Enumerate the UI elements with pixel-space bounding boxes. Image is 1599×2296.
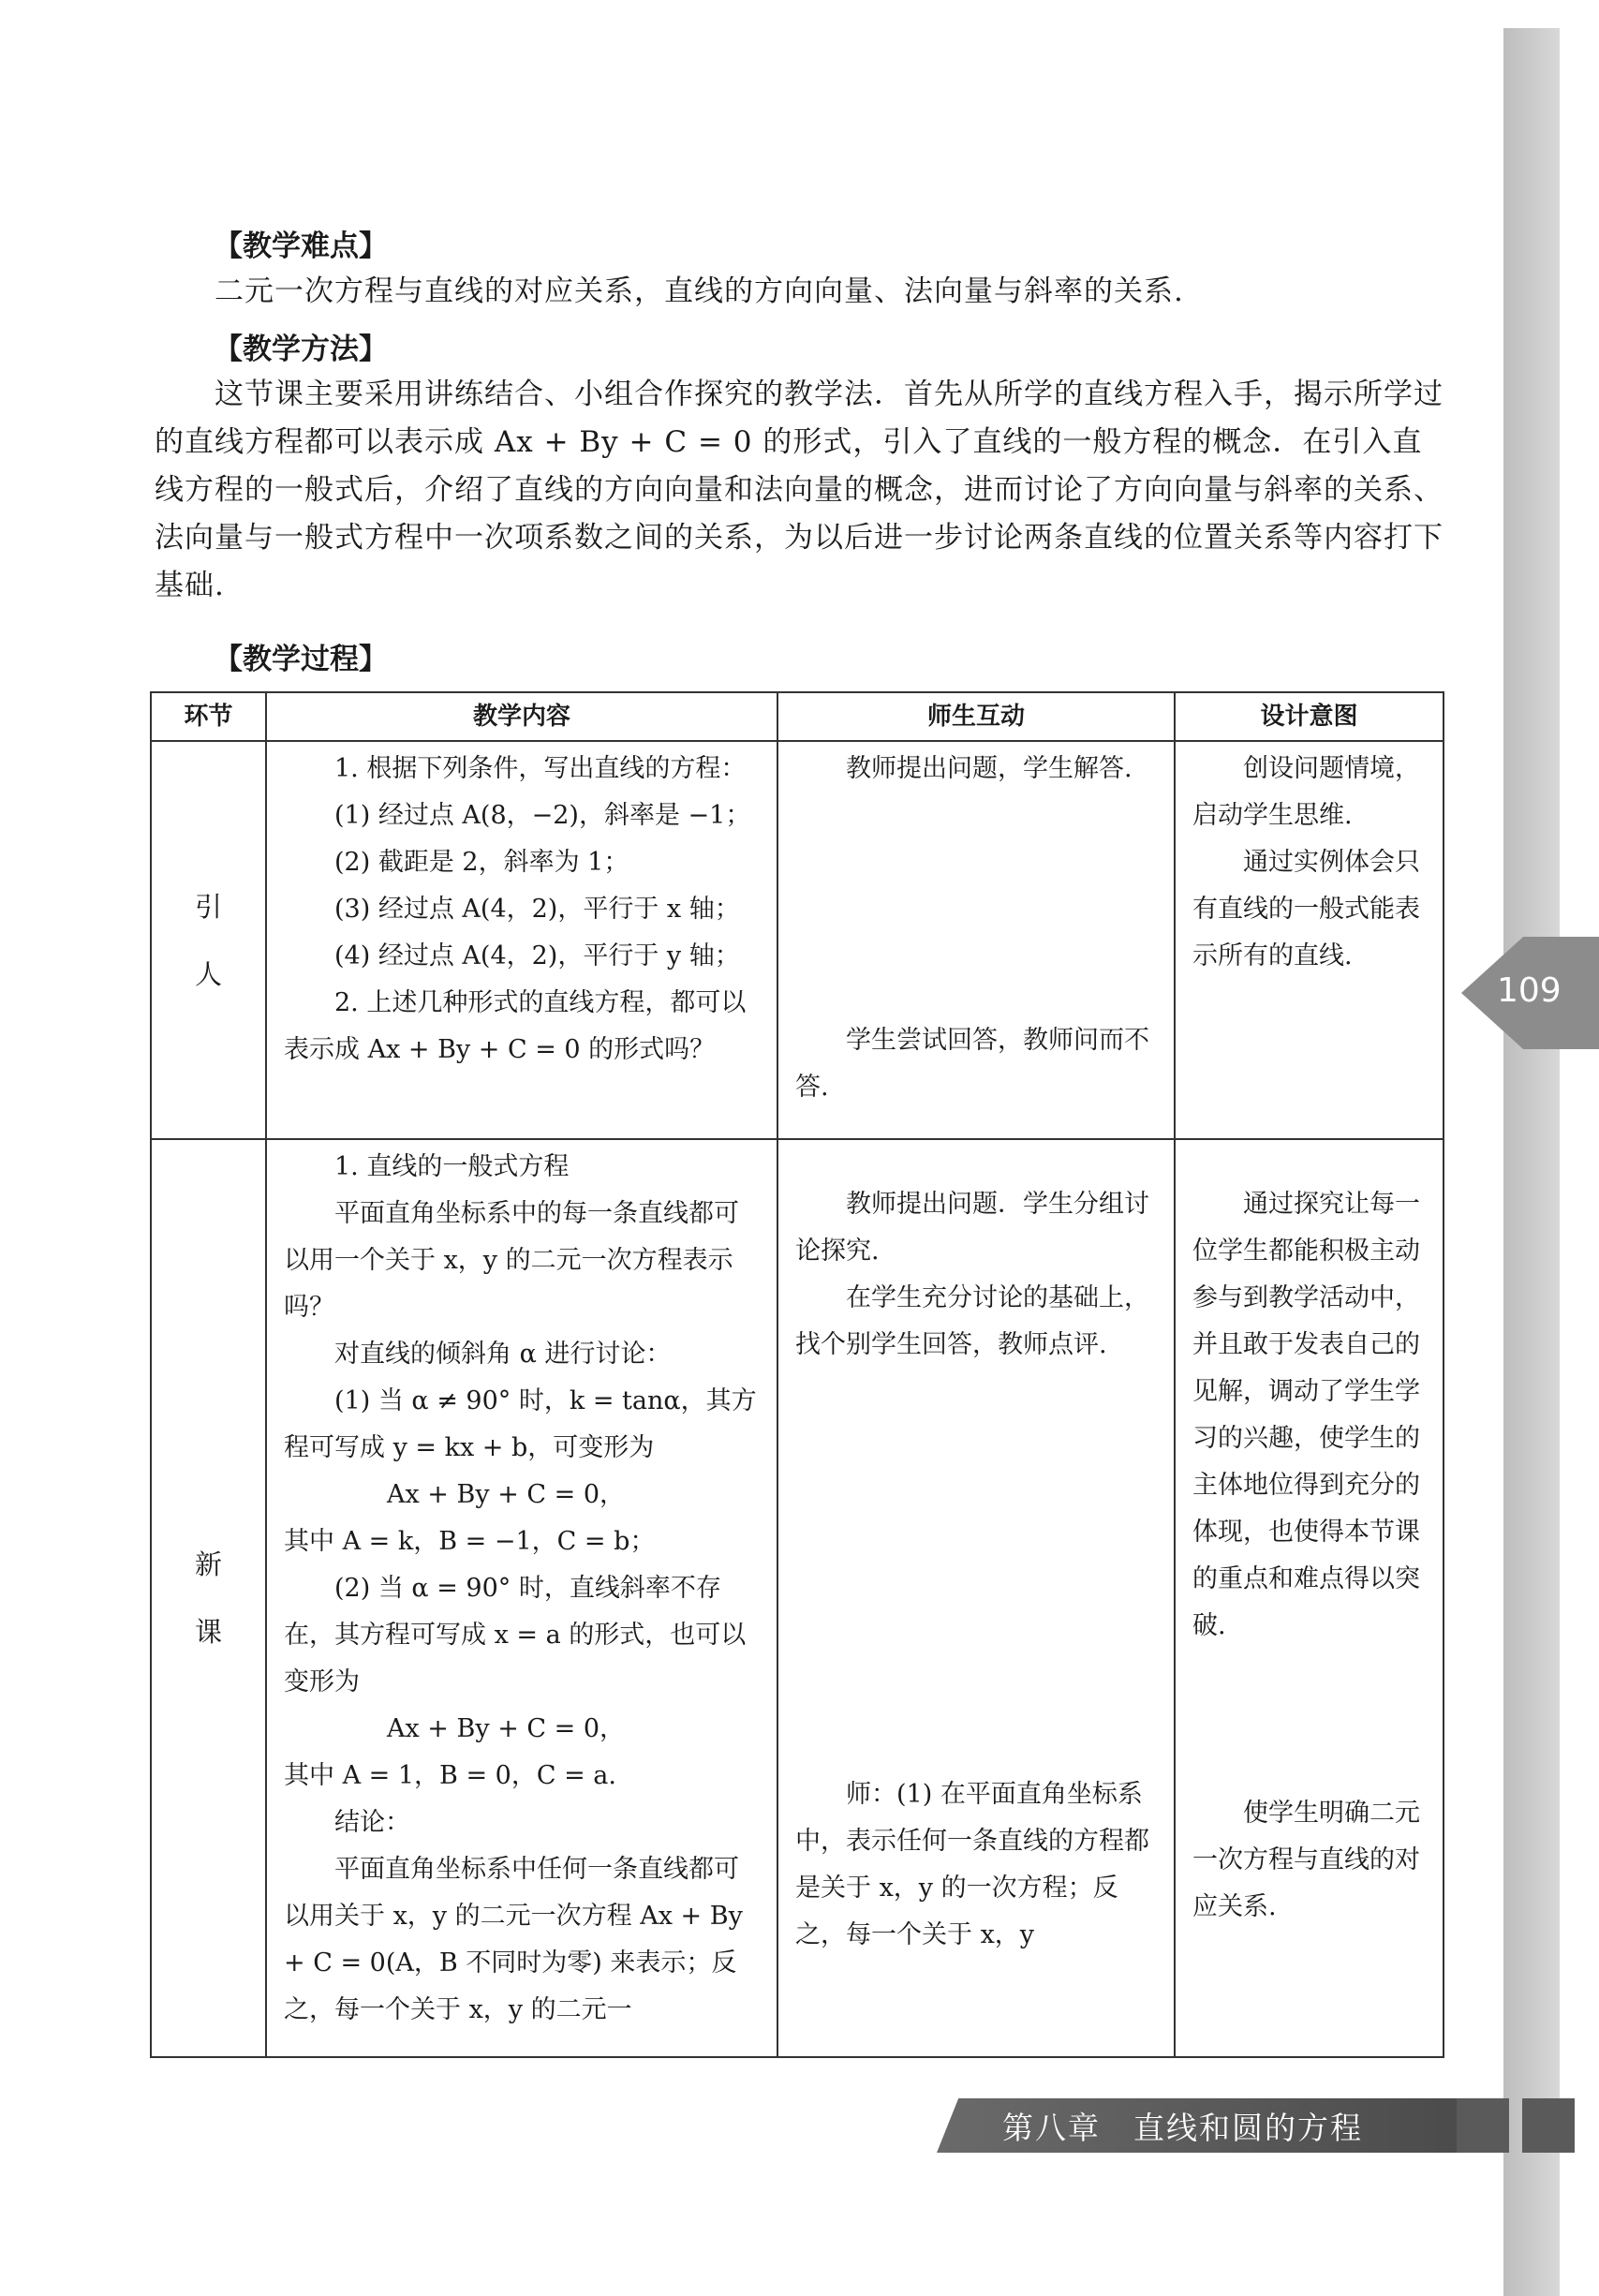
content-line: (3) 经过点 A(4，2)，平行于 x 轴； bbox=[334, 895, 740, 924]
content-line: 1. 直线的一般式方程 bbox=[334, 1152, 570, 1181]
content-line: 结论： bbox=[334, 1808, 410, 1837]
phase-cell bbox=[151, 1139, 266, 2057]
intent-line: 通过探究让每一位学生都能积极主动参与到教学活动中，并且敢于发表自己的见解，调动了学生学习的兴趣，使学生的主体地位得到充分的体现，也使得本节课的重点和难点得以突破. bbox=[1192, 1190, 1420, 1640]
header-phase: 环节 bbox=[151, 692, 266, 741]
method-text: 这节课主要采用讲练结合、小组合作探究的教学法．首先从所学的直线方程入手，揭示所学过的直线方程都可以表示成 Ax + By + C = 0 的形式，引入了直线的一般方程的概念．在引入直线方程的一般式后，介绍了直线的方向向量和法向量的概念，进而讨论了方向向量与斜率的关系、法向量与一般式方程中一次项系数之间的关系，为以后进一步讨论两条直线的位置关系等内容打下基础. bbox=[155, 378, 1444, 602]
chapter-footer-title: 第八章 直线和圆的方程 bbox=[1002, 2110, 1363, 2146]
phase-char: 新 bbox=[194, 1548, 222, 1580]
intent-line: 使学生明确二元一次方程与直线的对应关系. bbox=[1192, 1799, 1420, 1921]
footer-decoration bbox=[1457, 2098, 1509, 2153]
interaction-cell bbox=[777, 741, 1175, 1139]
page-edge-strip bbox=[1503, 28, 1560, 2296]
content-line: 1. 根据下列条件，写出直线的方程： bbox=[334, 754, 747, 783]
page-number: 109 bbox=[1497, 971, 1562, 1010]
interaction-line: 在学生充分讨论的基础上，找个别学生回答，教师点评. bbox=[795, 1283, 1149, 1359]
phase-char: 人 bbox=[194, 957, 222, 990]
content-cell bbox=[266, 1139, 777, 2057]
equation-line: Ax + By + C = 0， bbox=[387, 1480, 626, 1509]
difficulty-text: 二元一次方程与直线的对应关系，直线的方向向量、法向量与斜率的关系. bbox=[215, 274, 1184, 308]
interaction-line: 教师提出问题，学生解答. bbox=[846, 754, 1133, 783]
interaction-cell bbox=[777, 1139, 1175, 2057]
process-heading: 【教学过程】 bbox=[214, 643, 388, 676]
content-cell bbox=[266, 741, 777, 1139]
interaction-line: 学生尝试回答，教师问而不答. bbox=[795, 1026, 1149, 1102]
content-line: (2) 截距是 2，斜率为 1； bbox=[334, 848, 629, 877]
intent-line: 创设问题情境，启动学生思维. bbox=[1192, 754, 1420, 830]
phase-cell bbox=[151, 741, 266, 1139]
method-heading: 【教学方法】 bbox=[214, 333, 388, 366]
difficulty-heading: 【教学难点】 bbox=[214, 230, 388, 263]
content-line: (1) 经过点 A(8，−2)，斜率是 −1； bbox=[334, 801, 751, 830]
content-line: 平面直角坐标系中任何一条直线都可以用关于 x，y 的二元一次方程 Ax + By + C = 0(A，B 不同时为零) 来表示；反之，每一个关于 x，y 的二元一 bbox=[284, 1855, 743, 2024]
content-line: 其中 A = 1，B = 0，C = a. bbox=[284, 1761, 616, 1790]
teaching-process-table bbox=[150, 691, 1444, 2058]
intent-cell bbox=[1175, 741, 1444, 1139]
intent-line: 通过实例体会只有直线的一般式能表示所有的直线. bbox=[1192, 848, 1420, 970]
content-line: 其中 A = k，B = −1，C = b； bbox=[284, 1527, 656, 1556]
table-row-intro bbox=[151, 741, 1444, 1139]
interaction-line: 教师提出问题．学生分组讨论探究. bbox=[795, 1190, 1149, 1266]
equation-line: Ax + By + C = 0， bbox=[387, 1714, 626, 1743]
content-line: (1) 当 α ≠ 90° 时，k = tanα，其方程可写成 y = kx + b，可变形为 bbox=[284, 1386, 757, 1462]
content-line: 平面直角坐标系中的每一条直线都可以用一个关于 x，y 的二元一次方程表示吗？ bbox=[284, 1199, 739, 1322]
footer-decoration bbox=[1522, 2098, 1575, 2153]
intent-cell bbox=[1175, 1139, 1444, 2057]
content-line: (4) 经过点 A(4，2)，平行于 y 轴； bbox=[334, 941, 740, 970]
content-line: (2) 当 α = 90° 时，直线斜率不存在，其方程可写成 x = a 的形式，也可以变形为 bbox=[284, 1574, 747, 1696]
table-row-new-lesson bbox=[151, 1139, 1444, 2057]
phase-char: 引 bbox=[194, 890, 222, 923]
header-content: 教学内容 bbox=[266, 692, 777, 741]
interaction-line: 师：(1) 在平面直角坐标系中，表示任何一条直线的方程都是关于 x，y 的一次方程；反之，每一个关于 x，y bbox=[795, 1780, 1149, 1949]
table-header-row bbox=[151, 692, 1444, 741]
content-line: 对直线的倾斜角 α 进行讨论： bbox=[334, 1340, 672, 1369]
header-interaction: 师生互动 bbox=[777, 692, 1175, 741]
content-line: 2. 上述几种形式的直线方程，都可以表示成 Ax + By + C = 0 的形式吗？ bbox=[284, 988, 747, 1064]
phase-char: 课 bbox=[194, 1616, 222, 1648]
header-intent: 设计意图 bbox=[1175, 692, 1444, 741]
